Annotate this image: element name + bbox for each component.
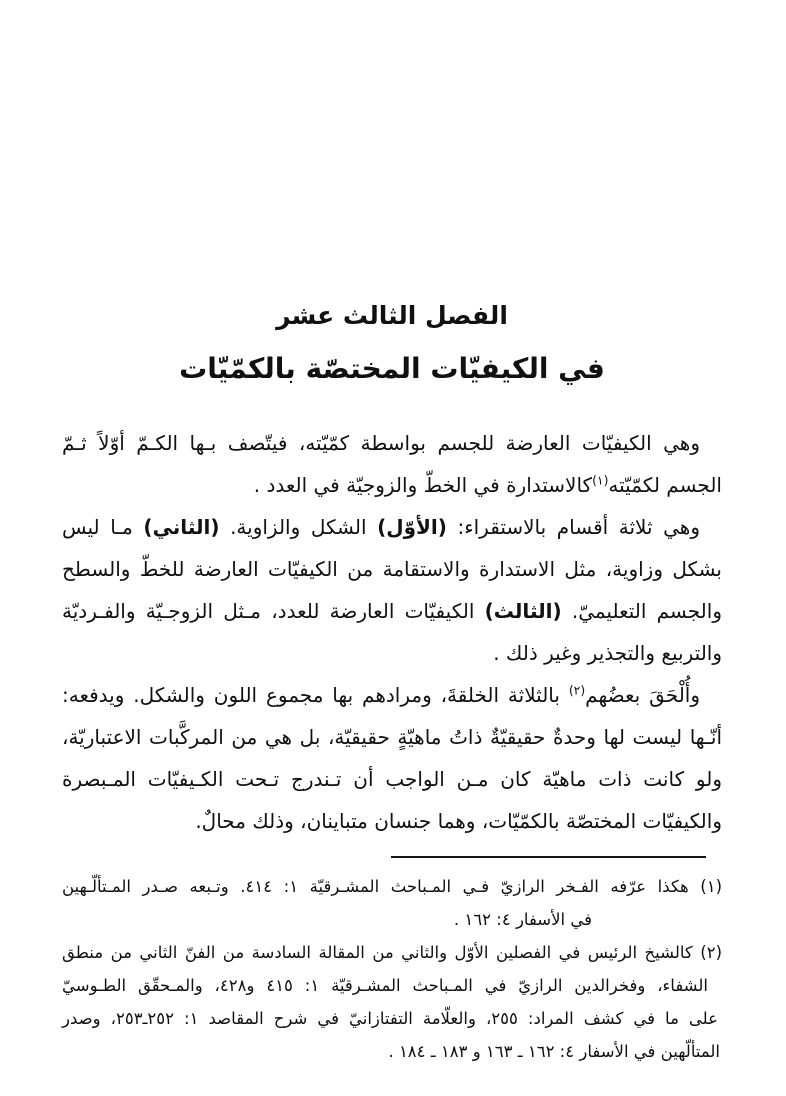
text-segment: الشفاء، وفخرالدين الرازيّ في المـباحث المشـرقيّة ١: ٤١٥ و٤٢٨، والمـحقّق الطـوسيّ: [62, 976, 709, 995]
text-segment: ولو كانت ذات ماهيّة كان مـن الواجب أن تـندرج تـحت الكـيفيّات المـبصرة: [62, 767, 722, 791]
text-segment: بشكل وزاوية، مثل الاستدارة والاستقامة من الكيفيّات العارضة للخطّ والسطح: [62, 557, 722, 581]
text-segment: (الأوّل): [377, 515, 447, 539]
text-segment: وهي ثلاثة أقسام بالاستقراء:: [446, 515, 700, 539]
text-segment: على ما في كشف المراد: ٢٥٥، والعلّامة التفتازانيّ في شرح المقاصد ١: ٢٥٢ـ٢٥٣، وصدر: [62, 1009, 718, 1028]
paragraph-3-line-4: [62, 800, 722, 842]
footnote-marker: (٢): [568, 682, 586, 698]
chapter-subtitle: في الكيفيّات المختصّة بالكمّيّات: [179, 352, 605, 385]
text-segment: والتربيع والتجذير وغير ذلك .: [493, 641, 722, 665]
paragraph-2-line-3: [62, 590, 722, 632]
text-segment: وهي الكيفيّات العارضة للجسم بواسطة كمّيّته، فيتّصف بـها الكـمّ أوّلاً ثـمّ: [62, 431, 700, 455]
paragraph-3-line-1: [62, 674, 722, 716]
text-segment: أنّـها ليست لها وحدةٌ حقيقيّةٌ ذاتُ ماهيّةٍ حقيقيّة، بل هي من المركَّبات الاعتباريّة،: [62, 725, 722, 749]
footnote-2-line-3: [62, 1002, 722, 1035]
text-segment: المتألّهين في الأسفار ٤: ١٦٢ ـ ١٦٣ و ١٨٣ ـ ١٨٤ .: [388, 1042, 720, 1061]
text-segment: (٢) كالشيخ الرئيس في الفصلين الأوّل والثاني من المقالة السادسة من الفنّ الثاني من منطق: [62, 943, 722, 962]
footnote-marker: (١): [592, 472, 609, 488]
footnote-2-line-1: [62, 936, 722, 969]
paragraph-3-line-3: [62, 758, 722, 800]
text-segment: في الأسفار ٤: ١٦٢ .: [453, 910, 592, 929]
footnote-1-line-1: [62, 870, 722, 903]
text-segment: والجسم التعليميّ.: [561, 599, 722, 623]
chapter-title: الفصل الثالث عشر: [276, 301, 508, 330]
text-segment: وأُلْحَقَ بعضُهم: [585, 683, 701, 707]
footnote-2-line-4: [62, 1035, 722, 1068]
text-segment: بالثلاثة الخلقةَ، ومرادهم بها مجموع اللون والشكل. ويدفعه:: [62, 683, 569, 707]
text-segment: الكيفيّات العارضة للعدد، مـثل الزوجـيّة والفـرديّة: [62, 599, 485, 623]
paragraph-1-line-1: [62, 422, 722, 464]
text-segment: (١) هكذا عرّفه الفـخر الرازيّ فـي المـباحث المشـرقيّة ١: ٤١٤. وتـبعه صـدر المـتألّـهين: [62, 877, 722, 896]
paragraph-3-line-2: [62, 716, 722, 758]
footnotes: [62, 870, 722, 1068]
paragraph-2-line-1: [62, 506, 722, 548]
text-segment: (الثالث): [484, 599, 562, 623]
paragraph-2-line-4: [62, 632, 722, 674]
chapter-head: [62, 296, 722, 392]
footnote-separator: [391, 856, 706, 858]
paragraph-1-line-2: [62, 464, 722, 506]
text-segment: مـا ليس: [62, 515, 144, 539]
paragraph-2-line-2: [62, 548, 722, 590]
footnote-1-line-2: [62, 903, 722, 936]
text-segment: (الثاني): [143, 515, 220, 539]
text-segment: الشكل والزاوية.: [219, 515, 378, 539]
text-segment: والكيفيّات المختصّة بالكمّيّات، وهما جنسان متباينان، وذلك محالٌ.: [195, 809, 722, 833]
footnote-2-line-2: [62, 969, 722, 1002]
body-text: [62, 422, 722, 842]
text-segment: الجسم لكمّيّته: [608, 473, 722, 497]
text-segment: كالاستدارة في الخطّ والزوجيّة في العدد .: [253, 473, 593, 497]
